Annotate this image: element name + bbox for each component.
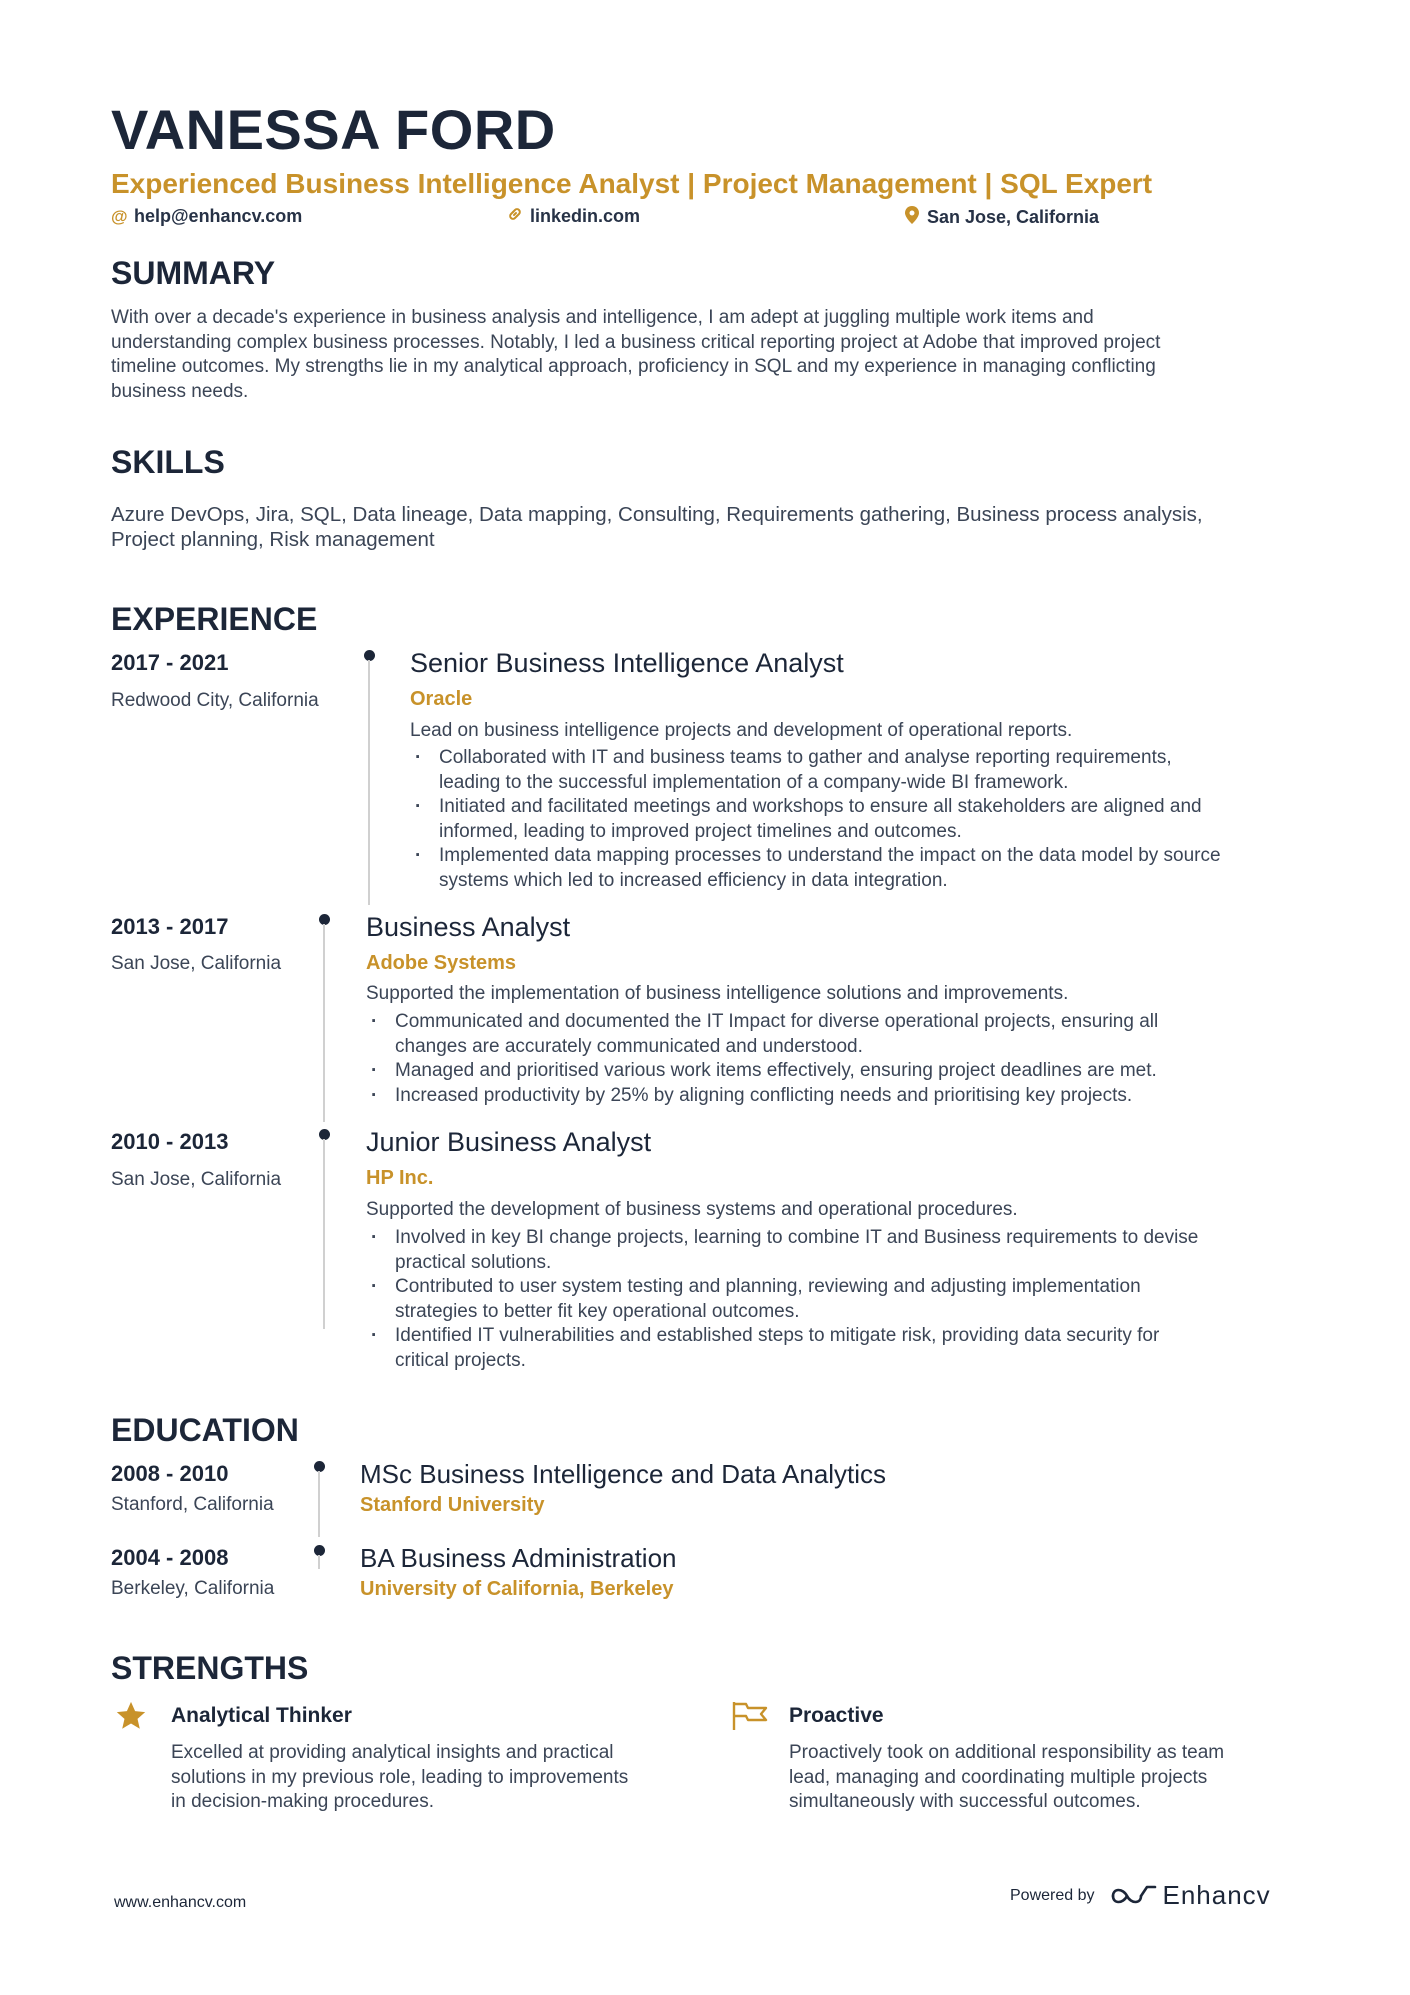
strength-description: Excelled at providing analytical insights and practical solutions in my previous role, leading to improvements in decision-making procedures.: [171, 1742, 629, 1812]
bullet-item: · Identified IT vulnerabilities and established steps to mitigate risk, providing data security for critical projects.: [366, 1324, 1306, 1373]
bullet-item: · Collaborated with IT and business teams to gather and analyse reporting requirements, leading to the successful implementation of a company-wide BI framework.: [410, 746, 1310, 795]
linkedin-text: linkedin.com: [530, 206, 641, 226]
skills-line: Azure DevOps, Jira, SQL, Data lineage, Data mapping, Consulting, Requirements gathering, Business process analysis,: [111, 503, 1203, 526]
job-dates: 2010 - 2013: [111, 1129, 229, 1154]
footer-powered: [1010, 1880, 1271, 1911]
strength-title: Analytical Thinker: [171, 1704, 352, 1727]
flag-icon: [731, 1700, 769, 1737]
job-title: Junior Business Analyst: [366, 1127, 652, 1157]
bullet-item: · Communicated and documented the IT Impact for diverse operational projects, ensuring all changes are accurately communicated and understood.: [366, 1010, 1306, 1059]
job-description: Lead on business intelligence projects and development of operational reports.: [410, 720, 1073, 741]
job-dates: 2013 - 2017: [111, 914, 229, 939]
summary-title: SUMMARY: [111, 255, 276, 291]
at-icon: @: [111, 206, 128, 226]
job-location: San Jose, California: [111, 1169, 282, 1190]
strength-description: Proactively took on additional responsibility as team lead, managing and coordinating multiple projects simultaneously with successful outcomes.: [789, 1742, 1225, 1812]
strengths-title: STRENGTHS: [111, 1650, 309, 1686]
degree-title: MSc Business Intelligence and Data Analytics: [360, 1459, 887, 1489]
job-location: Redwood City, California: [111, 690, 319, 711]
school-name: University of California, Berkeley: [360, 1578, 674, 1600]
edu-location: Berkeley, California: [111, 1578, 275, 1599]
bullet-item: · Managed and prioritised various work items effectively, ensuring project deadlines are met.: [366, 1059, 1306, 1084]
job-description: Supported the implementation of business intelligence solutions and improvements.: [366, 983, 1069, 1004]
strengths-section: [111, 0, 1311, 1995]
enhancv-wordmark: Enhancv: [1162, 1880, 1271, 1910]
bullet-item: · Initiated and facilitated meetings and workshops to ensure all stakeholders are aligned and informed, leading to improved project timelines and outcomes.: [410, 795, 1310, 844]
job-dates: 2017 - 2021: [111, 650, 229, 675]
bullet-item: · Involved in key BI change projects, learning to combine IT and Business requirements to devise practical solutions.: [366, 1226, 1306, 1275]
star-icon: [114, 1699, 148, 1738]
headline: Experienced Business Intelligence Analyst | Project Management | SQL Expert: [111, 168, 1153, 199]
strength-title: Proactive: [789, 1704, 884, 1727]
job-location: San Jose, California: [111, 953, 282, 974]
summary-line: With over a decade's experience in business analysis and intelligence, I am adept at juggling multiple work items and: [111, 307, 1094, 328]
location-text: San Jose, California: [927, 207, 1100, 227]
job-description: Supported the development of business systems and operational procedures.: [366, 1199, 1018, 1220]
education-title: EDUCATION: [111, 1412, 299, 1448]
edu-location: Stanford, California: [111, 1494, 274, 1515]
job-title: Business Analyst: [366, 912, 571, 942]
school-name: Stanford University: [360, 1494, 545, 1516]
experience-title: EXPERIENCE: [111, 601, 318, 637]
company-name: Oracle: [410, 688, 473, 710]
email-text: help@enhancv.com: [134, 206, 303, 226]
summary-line: timeline outcomes. My strengths lie in my analytical approach, proficiency in SQL and my experience in managing conflicting: [111, 356, 1156, 377]
skills-line: Project planning, Risk management: [111, 528, 435, 551]
company-name: HP Inc.: [366, 1167, 434, 1189]
job-title: Senior Business Intelligence Analyst: [410, 648, 844, 678]
footer-website[interactable]: www.enhancv.com: [114, 1894, 247, 1911]
bullet-item: · Contributed to user system testing and planning, reviewing and adjusting implementation strategies to better fit key operational outcomes.: [366, 1275, 1306, 1324]
powered-by-text: Powered by: [1010, 1886, 1095, 1904]
bullet-item: · Implemented data mapping processes to understand the impact on the data model by source systems which led to increased efficiency in data integration.: [410, 844, 1310, 893]
summary-line: business needs.: [111, 380, 249, 402]
summary-line: understanding complex business processes. Notably, I led a business critical reporting project at Adobe that improved project: [111, 331, 1161, 353]
enhancv-logo[interactable]: [1111, 1880, 1271, 1911]
edu-dates: 2008 - 2010: [111, 1461, 229, 1486]
edu-dates: 2004 - 2008: [111, 1545, 229, 1570]
skills-title: SKILLS: [111, 444, 225, 480]
candidate-name: VANESSA FORD: [111, 98, 556, 161]
enhancv-logo-icon: [1111, 1883, 1157, 1909]
bullet-item: · Increased productivity by 25% by aligning conflicting needs and prioritising key projects.: [366, 1084, 1306, 1109]
degree-title: BA Business Administration: [360, 1543, 677, 1573]
company-name: Adobe Systems: [366, 952, 517, 974]
